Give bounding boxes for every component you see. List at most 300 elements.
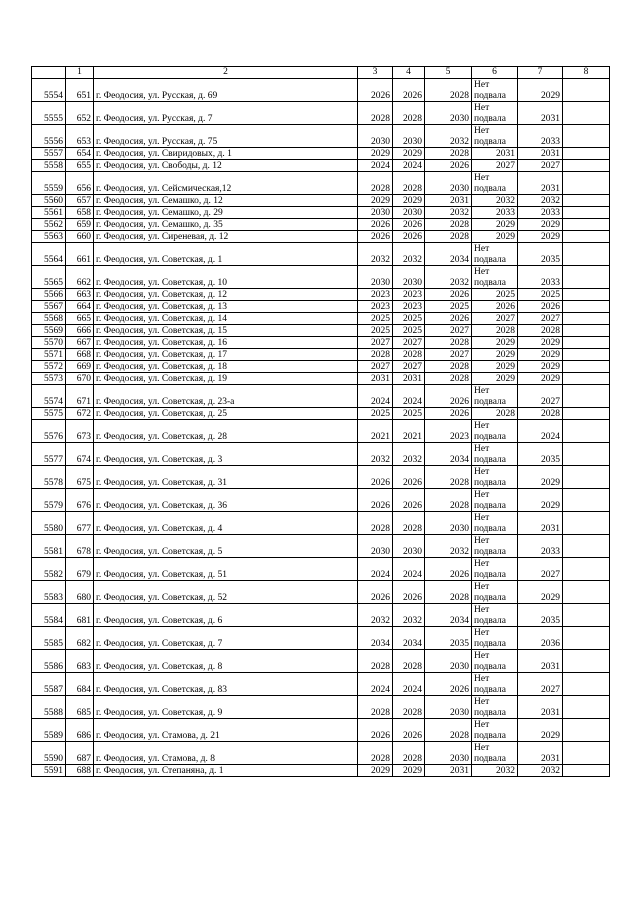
year-col7: 2031 (518, 650, 563, 673)
row-number: 5570 (32, 337, 66, 349)
year-col5: 2028 (425, 361, 472, 373)
object-id: 668 (66, 349, 94, 361)
table-row (32, 466, 610, 489)
object-id: 662 (66, 266, 94, 289)
address: г. Феодосия, ул. Советская, д. 23-а (94, 385, 358, 408)
empty-col8 (563, 337, 610, 349)
row-number: 5586 (32, 650, 66, 673)
year-col5: 2032 (425, 266, 472, 289)
note-line: Нет (474, 628, 490, 638)
object-id: 688 (66, 765, 94, 777)
year-col3: 2021 (358, 420, 393, 443)
no-basement-note (472, 243, 518, 266)
year-col5: 2031 (425, 195, 472, 207)
year-col6: 2027 (472, 160, 518, 172)
no-basement-note (472, 102, 518, 125)
empty-col8 (563, 765, 610, 777)
object-id: 685 (66, 696, 94, 719)
object-id: 652 (66, 102, 94, 125)
table-row (32, 535, 610, 558)
note-line: Нет (474, 720, 490, 730)
year-col5: 2028 (425, 148, 472, 160)
year-col3: 2023 (358, 301, 393, 313)
year-col7: 2029 (518, 337, 563, 349)
no-basement-note (472, 535, 518, 558)
table-row (32, 219, 610, 231)
row-number: 5566 (32, 289, 66, 301)
year-col4: 2031 (393, 373, 425, 385)
note-line: Нет (474, 267, 490, 277)
empty-col8 (563, 742, 610, 765)
year-col7: 2027 (518, 673, 563, 696)
row-number: 5574 (32, 385, 66, 408)
year-col5: 2031 (425, 765, 472, 777)
table-row (32, 337, 610, 349)
no-basement-note (472, 512, 518, 535)
year-col5: 2026 (425, 160, 472, 172)
year-col7: 2028 (518, 325, 563, 337)
table-row (32, 627, 610, 650)
object-id: 670 (66, 373, 94, 385)
year-col4: 2030 (393, 207, 425, 219)
address: г. Феодосия, ул. Русская, д. 75 (94, 125, 358, 148)
empty-col8 (563, 443, 610, 466)
year-col3: 2026 (358, 466, 393, 489)
year-col4: 2026 (393, 231, 425, 243)
year-col3: 2028 (358, 742, 393, 765)
year-col6: 2031 (472, 148, 518, 160)
year-col5: 2034 (425, 243, 472, 266)
address: г. Феодосия, ул. Советская, д. 10 (94, 266, 358, 289)
note-line: Нет (474, 467, 490, 477)
year-col7: 2029 (518, 373, 563, 385)
year-col3: 2029 (358, 765, 393, 777)
header-cell: 1 (66, 67, 94, 79)
year-col3: 2029 (358, 195, 393, 207)
year-col5: 2028 (425, 489, 472, 512)
year-col4: 2024 (393, 673, 425, 696)
year-col7: 2029 (518, 719, 563, 742)
year-col3: 2030 (358, 125, 393, 148)
year-col3: 2028 (358, 349, 393, 361)
address: г. Феодосия, ул. Семашко, д. 35 (94, 219, 358, 231)
year-col4: 2023 (393, 289, 425, 301)
table-row (32, 160, 610, 172)
row-number: 5571 (32, 349, 66, 361)
empty-col8 (563, 172, 610, 195)
year-col7: 2031 (518, 696, 563, 719)
year-col4: 2028 (393, 172, 425, 195)
year-col4: 2032 (393, 604, 425, 627)
schedule-table (31, 66, 610, 777)
row-number: 5560 (32, 195, 66, 207)
table-row (32, 373, 610, 385)
year-col7: 2026 (518, 301, 563, 313)
row-number: 5577 (32, 443, 66, 466)
note-line: подвала (474, 546, 507, 557)
empty-col8 (563, 420, 610, 443)
table-row (32, 148, 610, 160)
year-col7: 2027 (518, 160, 563, 172)
row-number: 5556 (32, 125, 66, 148)
empty-col8 (563, 349, 610, 361)
no-basement-note (472, 742, 518, 765)
note-line: Нет (474, 80, 490, 90)
row-number: 5568 (32, 313, 66, 325)
year-col7: 2025 (518, 289, 563, 301)
note-line: подвала (474, 113, 507, 124)
empty-col8 (563, 207, 610, 219)
note-line: подвала (474, 500, 507, 511)
year-col3: 2024 (358, 558, 393, 581)
row-number: 5580 (32, 512, 66, 535)
year-col4: 2026 (393, 719, 425, 742)
note-line: подвала (474, 569, 507, 580)
object-id: 666 (66, 325, 94, 337)
year-col7: 2029 (518, 231, 563, 243)
year-col4: 2026 (393, 79, 425, 102)
year-col5: 2028 (425, 373, 472, 385)
note-line: подвала (474, 730, 507, 741)
address: г. Феодосия, ул. Стамова, д. 21 (94, 719, 358, 742)
year-col5: 2030 (425, 102, 472, 125)
year-col3: 2024 (358, 385, 393, 408)
table-row (32, 349, 610, 361)
note-line: подвала (474, 638, 507, 649)
row-number: 5575 (32, 408, 66, 420)
object-id: 667 (66, 337, 94, 349)
note-line: подвала (474, 523, 507, 534)
address: г. Феодосия, ул. Сиреневая, д. 12 (94, 231, 358, 243)
address: г. Феодосия, ул. Русская, д. 69 (94, 79, 358, 102)
year-col7: 2031 (518, 148, 563, 160)
year-col6: 2028 (472, 408, 518, 420)
address: г. Феодосия, ул. Советская, д. 1 (94, 243, 358, 266)
year-col5: 2034 (425, 604, 472, 627)
object-id: 677 (66, 512, 94, 535)
object-id: 678 (66, 535, 94, 558)
year-col5: 2032 (425, 125, 472, 148)
year-col4: 2025 (393, 408, 425, 420)
year-col3: 2025 (358, 325, 393, 337)
year-col4: 2025 (393, 313, 425, 325)
address: г. Феодосия, ул. Советская, д. 9 (94, 696, 358, 719)
year-col5: 2030 (425, 650, 472, 673)
note-line: подвала (474, 183, 507, 194)
year-col5: 2030 (425, 742, 472, 765)
year-col5: 2028 (425, 466, 472, 489)
year-col5: 2030 (425, 512, 472, 535)
empty-col8 (563, 125, 610, 148)
table-body (32, 79, 610, 777)
year-col4: 2026 (393, 489, 425, 512)
table-row (32, 696, 610, 719)
year-col3: 2028 (358, 512, 393, 535)
year-col3: 2028 (358, 696, 393, 719)
year-col5: 2026 (425, 558, 472, 581)
empty-col8 (563, 160, 610, 172)
year-col4: 2021 (393, 420, 425, 443)
empty-col8 (563, 231, 610, 243)
year-col3: 2026 (358, 489, 393, 512)
year-col4: 2026 (393, 466, 425, 489)
table-row (32, 325, 610, 337)
address: г. Феодосия, ул. Советская, д. 17 (94, 349, 358, 361)
object-id: 651 (66, 79, 94, 102)
table-row (32, 207, 610, 219)
year-col4: 2030 (393, 535, 425, 558)
table-row (32, 125, 610, 148)
note-line: подвала (474, 615, 507, 626)
year-col4: 2028 (393, 742, 425, 765)
header-cell (32, 67, 66, 79)
year-col7: 2029 (518, 581, 563, 604)
year-col7: 2031 (518, 512, 563, 535)
year-col5: 2030 (425, 172, 472, 195)
note-line: Нет (474, 444, 490, 454)
year-col4: 2028 (393, 512, 425, 535)
year-col7: 2029 (518, 466, 563, 489)
year-col6: 2025 (472, 289, 518, 301)
year-col5: 2030 (425, 696, 472, 719)
object-id: 658 (66, 207, 94, 219)
row-number: 5567 (32, 301, 66, 313)
table-row (32, 443, 610, 466)
object-id: 661 (66, 243, 94, 266)
empty-col8 (563, 243, 610, 266)
table-row (32, 765, 610, 777)
year-col5: 2026 (425, 408, 472, 420)
empty-col8 (563, 385, 610, 408)
note-line: Нет (474, 559, 490, 569)
no-basement-note (472, 385, 518, 408)
note-line: Нет (474, 513, 490, 523)
year-col3: 2026 (358, 581, 393, 604)
year-col6: 2029 (472, 373, 518, 385)
empty-col8 (563, 489, 610, 512)
year-col6: 2029 (472, 349, 518, 361)
year-col5: 2028 (425, 719, 472, 742)
row-number: 5585 (32, 627, 66, 650)
table-row (32, 361, 610, 373)
no-basement-note (472, 650, 518, 673)
year-col3: 2026 (358, 231, 393, 243)
object-id: 684 (66, 673, 94, 696)
year-col6: 2029 (472, 361, 518, 373)
table-row (32, 243, 610, 266)
year-col5: 2027 (425, 349, 472, 361)
no-basement-note (472, 719, 518, 742)
header-cell: 2 (94, 67, 358, 79)
year-col7: 2031 (518, 742, 563, 765)
table-row (32, 558, 610, 581)
object-id: 655 (66, 160, 94, 172)
empty-col8 (563, 558, 610, 581)
empty-col8 (563, 266, 610, 289)
no-basement-note (472, 266, 518, 289)
no-basement-note (472, 79, 518, 102)
object-id: 672 (66, 408, 94, 420)
object-id: 674 (66, 443, 94, 466)
no-basement-note (472, 420, 518, 443)
address: г. Феодосия, ул. Советская, д. 36 (94, 489, 358, 512)
address: г. Феодосия, ул. Советская, д. 14 (94, 313, 358, 325)
no-basement-note (472, 696, 518, 719)
year-col7: 2027 (518, 313, 563, 325)
year-col3: 2026 (358, 79, 393, 102)
note-line: Нет (474, 674, 490, 684)
object-id: 665 (66, 313, 94, 325)
address: г. Феодосия, ул. Советская, д. 19 (94, 373, 358, 385)
object-id: 671 (66, 385, 94, 408)
table-row (32, 673, 610, 696)
year-col5: 2026 (425, 289, 472, 301)
note-line: Нет (474, 126, 490, 136)
address: г. Феодосия, ул. Советская, д. 8 (94, 650, 358, 673)
note-line: Нет (474, 605, 490, 615)
note-line: Нет (474, 743, 490, 753)
address: г. Феодосия, ул. Советская, д. 6 (94, 604, 358, 627)
note-line: подвала (474, 753, 507, 764)
address: г. Феодосия, ул. Советская, д. 13 (94, 301, 358, 313)
year-col3: 2031 (358, 373, 393, 385)
object-id: 656 (66, 172, 94, 195)
note-line: Нет (474, 386, 490, 396)
year-col4: 2027 (393, 361, 425, 373)
no-basement-note (472, 466, 518, 489)
empty-col8 (563, 219, 610, 231)
row-number: 5565 (32, 266, 66, 289)
year-col4: 2028 (393, 696, 425, 719)
year-col6: 2029 (472, 337, 518, 349)
table-row (32, 385, 610, 408)
year-col4: 2024 (393, 558, 425, 581)
year-col7: 2028 (518, 408, 563, 420)
year-col4: 2024 (393, 385, 425, 408)
object-id: 686 (66, 719, 94, 742)
year-col6: 2032 (472, 195, 518, 207)
no-basement-note (472, 125, 518, 148)
no-basement-note (472, 489, 518, 512)
year-col7: 2032 (518, 765, 563, 777)
address: г. Феодосия, ул. Советская, д. 51 (94, 558, 358, 581)
year-col3: 2024 (358, 160, 393, 172)
row-number: 5583 (32, 581, 66, 604)
year-col3: 2028 (358, 172, 393, 195)
object-id: 659 (66, 219, 94, 231)
row-number: 5569 (32, 325, 66, 337)
year-col3: 2032 (358, 443, 393, 466)
empty-col8 (563, 301, 610, 313)
table-row (32, 512, 610, 535)
year-col6: 2027 (472, 313, 518, 325)
empty-col8 (563, 535, 610, 558)
empty-col8 (563, 673, 610, 696)
row-number: 5573 (32, 373, 66, 385)
row-number: 5584 (32, 604, 66, 627)
object-id: 654 (66, 148, 94, 160)
year-col4: 2034 (393, 627, 425, 650)
year-col4: 2025 (393, 325, 425, 337)
header-cell: 8 (563, 67, 610, 79)
address: г. Феодосия, ул. Советская, д. 31 (94, 466, 358, 489)
row-number: 5591 (32, 765, 66, 777)
empty-col8 (563, 466, 610, 489)
address: г. Феодосия, ул. Степаняна, д. 1 (94, 765, 358, 777)
note-line: Нет (474, 651, 490, 661)
empty-col8 (563, 719, 610, 742)
year-col4: 2030 (393, 125, 425, 148)
year-col7: 2033 (518, 207, 563, 219)
object-id: 663 (66, 289, 94, 301)
empty-col8 (563, 650, 610, 673)
note-line: подвала (474, 477, 507, 488)
note-line: подвала (474, 684, 507, 695)
table-row (32, 172, 610, 195)
row-number: 5554 (32, 79, 66, 102)
year-col3: 2027 (358, 361, 393, 373)
year-col5: 2032 (425, 535, 472, 558)
empty-col8 (563, 148, 610, 160)
year-col6: 2029 (472, 231, 518, 243)
note-line: Нет (474, 490, 490, 500)
year-col5: 2026 (425, 385, 472, 408)
year-col3: 2028 (358, 102, 393, 125)
address: г. Феодосия, ул. Советская, д. 7 (94, 627, 358, 650)
address: г. Феодосия, ул. Советская, д. 28 (94, 420, 358, 443)
object-id: 660 (66, 231, 94, 243)
table-row (32, 650, 610, 673)
year-col4: 2024 (393, 160, 425, 172)
no-basement-note (472, 673, 518, 696)
empty-col8 (563, 408, 610, 420)
address: г. Феодосия, ул. Советская, д. 5 (94, 535, 358, 558)
note-line: Нет (474, 582, 490, 592)
note-line: подвала (474, 592, 507, 603)
no-basement-note (472, 604, 518, 627)
year-col7: 2033 (518, 535, 563, 558)
no-basement-note (472, 581, 518, 604)
empty-col8 (563, 313, 610, 325)
address: г. Феодосия, ул. Свободы, д. 12 (94, 160, 358, 172)
year-col4: 2028 (393, 349, 425, 361)
row-number: 5564 (32, 243, 66, 266)
object-id: 682 (66, 627, 94, 650)
empty-col8 (563, 627, 610, 650)
year-col5: 2028 (425, 219, 472, 231)
table-row (32, 604, 610, 627)
object-id: 675 (66, 466, 94, 489)
table-row (32, 266, 610, 289)
year-col4: 2029 (393, 195, 425, 207)
year-col7: 2027 (518, 558, 563, 581)
object-id: 676 (66, 489, 94, 512)
row-number: 5581 (32, 535, 66, 558)
header-cell: 3 (358, 67, 393, 79)
year-col4: 2029 (393, 148, 425, 160)
year-col3: 2030 (358, 266, 393, 289)
year-col4: 2026 (393, 581, 425, 604)
year-col5: 2035 (425, 627, 472, 650)
table-row (32, 408, 610, 420)
row-number: 5576 (32, 420, 66, 443)
address: г. Феодосия, ул. Семашко, д. 29 (94, 207, 358, 219)
object-id: 664 (66, 301, 94, 313)
year-col4: 2026 (393, 219, 425, 231)
year-col3: 2026 (358, 219, 393, 231)
year-col4: 2028 (393, 102, 425, 125)
note-line: Нет (474, 244, 490, 254)
